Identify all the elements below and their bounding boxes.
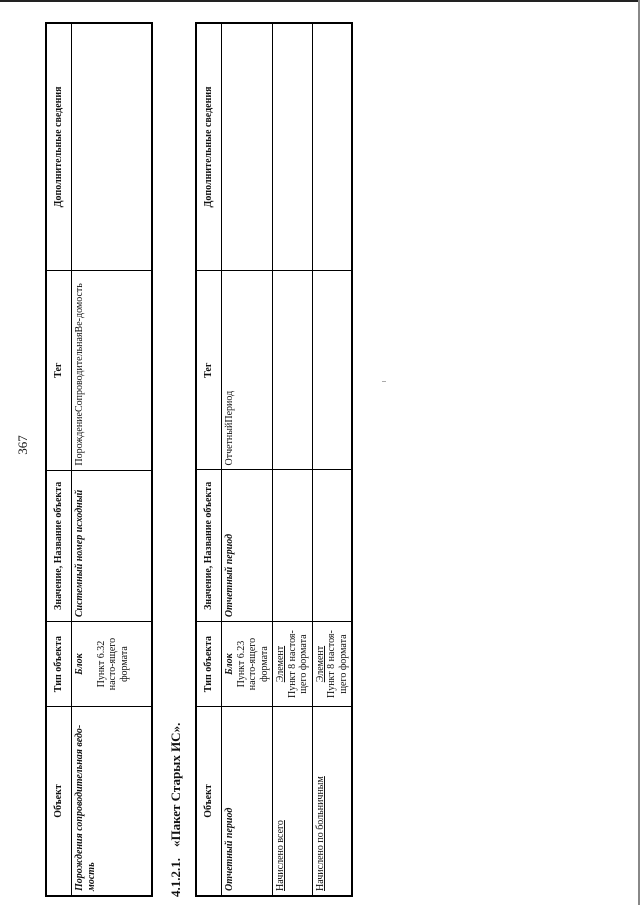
cell-extra: [312, 23, 352, 270]
section-heading: [168, 723, 184, 897]
cell-type-ref: Пункт 6.23 насто-ящего формата: [235, 637, 270, 691]
cell-type-ref: Пункт 6.32 насто-ящего формата: [95, 637, 130, 691]
table-2-header-row: [196, 23, 222, 896]
cell-extra: [72, 23, 152, 270]
cell-tag: ПорождениеСопроводительнаяВе-домость: [72, 270, 152, 470]
cell-object: Отчетный период: [222, 706, 273, 896]
table-2: [195, 22, 353, 897]
cell-type: [312, 622, 352, 707]
cell-tag: [273, 270, 313, 470]
cell-type: [273, 622, 313, 707]
section-title: «Пакет Старых ИС».: [168, 722, 183, 847]
header-extra: Дополнительные сведения: [196, 23, 222, 270]
scan-speck: [382, 381, 386, 382]
cell-type-ref: Пункт 8 настоя-щего формата: [326, 630, 349, 699]
cell-extra: [222, 23, 273, 270]
table-row: [72, 23, 152, 896]
cell-type-ref: Пункт 8 настоя-щего формата: [286, 630, 309, 699]
header-value: Значение, Название объекта: [196, 470, 222, 622]
table-row: [312, 23, 352, 896]
section-number: 4.1.2.1.: [168, 858, 183, 897]
header-tag: Тег: [196, 270, 222, 470]
cell-type-kind: Элемент: [314, 645, 326, 683]
header-object: Объект: [46, 706, 72, 896]
table-row: [273, 23, 313, 896]
cell-value: [312, 470, 352, 622]
cell-extra: [273, 23, 313, 270]
header-value: Значение, Название объекта: [46, 470, 72, 622]
cell-tag: [312, 270, 352, 470]
table-1-header-row: [46, 23, 72, 896]
cell-type: [72, 622, 152, 707]
cell-type: [222, 622, 273, 707]
cell-object: Начислено всего: [273, 706, 313, 896]
cell-value: [273, 470, 313, 622]
header-type: Тип объекта: [196, 622, 222, 707]
cell-object: Порождения сопроводительная ведо-мость: [72, 706, 152, 896]
cell-type-kind: Блок: [74, 653, 85, 675]
cell-type-kind: Блок: [224, 653, 235, 675]
cell-tag: ОтчетныйПериод: [222, 270, 273, 470]
header-tag: Тег: [46, 270, 72, 470]
page-number: 367: [15, 435, 30, 455]
cell-value: Отчетный период: [222, 470, 273, 622]
cell-value: Системный номер исходный: [72, 470, 152, 622]
header-extra: Дополнительные сведения: [46, 23, 72, 270]
cell-type-kind: Элемент: [275, 645, 286, 683]
table-1: [45, 22, 153, 897]
header-type: Тип объекта: [46, 622, 72, 707]
table-row: [222, 23, 273, 896]
header-object: Объект: [196, 706, 222, 896]
cell-object: Начислено по больничным: [312, 706, 352, 896]
